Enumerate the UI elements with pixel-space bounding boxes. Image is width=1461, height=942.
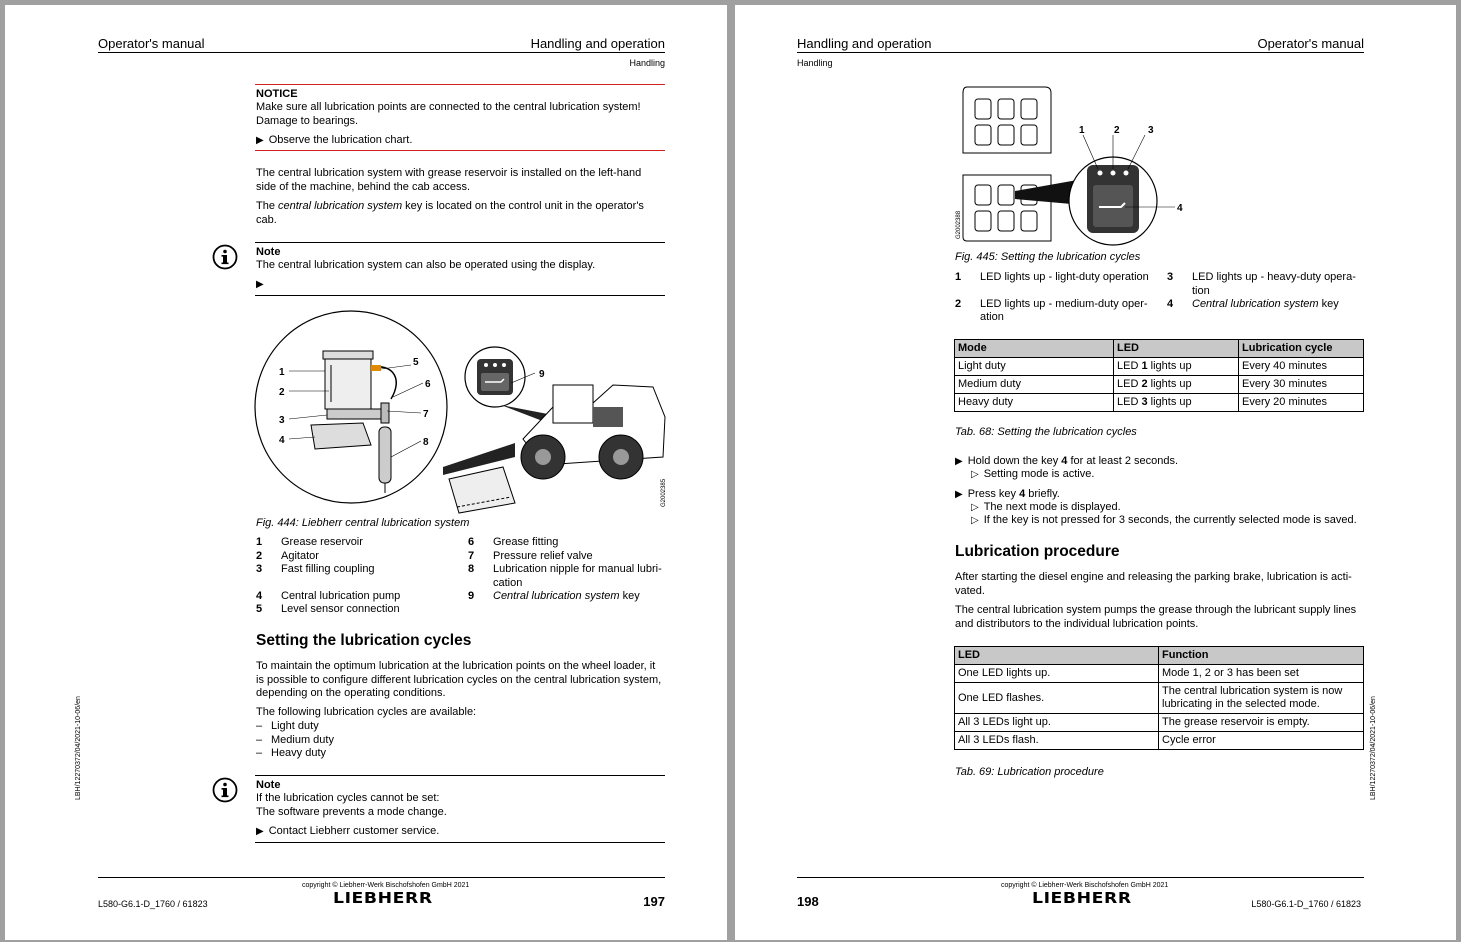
lubrication-procedure-table bbox=[954, 646, 1364, 750]
footer-rule bbox=[98, 877, 665, 878]
table-cell: Medium duty bbox=[955, 376, 1114, 394]
section-title: Lubrication procedure bbox=[955, 543, 1120, 560]
sub-header: Handling bbox=[797, 58, 833, 68]
figure-caption: Fig. 445: Setting the lubrication cycles bbox=[955, 251, 1141, 263]
table-header-row bbox=[955, 340, 1364, 358]
note-top-rule bbox=[255, 775, 665, 776]
figure-callout-7: 7 bbox=[423, 409, 429, 420]
result-arrow-icon: ▷ bbox=[971, 515, 979, 526]
header-right: Operator's manual bbox=[1257, 36, 1364, 51]
cycle-list bbox=[256, 720, 334, 761]
table-row bbox=[955, 683, 1364, 714]
page-number: 198 bbox=[797, 894, 819, 909]
figure-callout-6: 6 bbox=[425, 379, 431, 390]
note-text: The central lubrication system can also be operated using the display. bbox=[256, 259, 596, 271]
table-header-row bbox=[955, 647, 1364, 665]
liebherr-logo: LIEBHERR bbox=[333, 889, 433, 907]
result-arrow-icon: ▷ bbox=[971, 469, 979, 480]
sub-header: Handling bbox=[629, 58, 665, 68]
legend-item: 6 Grease fitting bbox=[468, 536, 559, 548]
table-cell: LED 3 lights up bbox=[1114, 394, 1239, 412]
figure-callout-5: 5 bbox=[413, 357, 419, 368]
info-icon bbox=[212, 777, 238, 803]
liebherr-logo: LIEBHERR bbox=[1032, 889, 1132, 907]
table-row bbox=[955, 714, 1364, 732]
table-cell: Mode 1, 2 or 3 has been set bbox=[1159, 665, 1364, 683]
figure-callout-2: 2 bbox=[279, 387, 285, 398]
table-header: LED bbox=[1114, 340, 1239, 358]
notice-action bbox=[256, 134, 412, 148]
note-action bbox=[256, 278, 269, 292]
lubrication-cycles-table bbox=[954, 339, 1364, 412]
legend-item: 4 Central lubrication system key bbox=[1167, 298, 1339, 310]
note-bottom-rule bbox=[255, 295, 665, 296]
table-cell: One LED flashes. bbox=[955, 683, 1159, 714]
right-page bbox=[735, 5, 1456, 940]
table-row bbox=[955, 394, 1364, 412]
note-top-rule bbox=[255, 242, 665, 243]
table-row bbox=[955, 732, 1364, 750]
legend-item: 4 Central lubrication pump bbox=[256, 589, 401, 602]
para-2: The central lubrication system key is located on the control unit in the operator's cab. bbox=[256, 200, 644, 226]
table-caption: Tab. 68: Setting the lubrication cycles bbox=[955, 426, 1137, 438]
header-left: Operator's manual bbox=[98, 36, 205, 51]
legend-item: 3 Fast filling coupling bbox=[256, 563, 375, 575]
figure-callout-9: 9 bbox=[539, 369, 545, 380]
para-2: The central lubrication system pumps the grease through the lubricant supply lines and distributors to the individual lubrication points. bbox=[955, 604, 1357, 630]
table-cell: Heavy duty bbox=[955, 394, 1114, 412]
notice-text-2: Damage to bearings. bbox=[256, 115, 359, 127]
header-rule bbox=[98, 52, 665, 53]
result-arrow-icon: ▷ bbox=[971, 502, 979, 513]
notice-top-rule bbox=[255, 84, 665, 85]
table-cell: LED 2 lights up bbox=[1114, 376, 1239, 394]
info-icon bbox=[212, 244, 238, 270]
step-2-result-2: ▷ If the key is not pressed for 3 seconds, the currently selected mode is saved. bbox=[971, 514, 1357, 526]
legend-item: 5 Level sensor connection bbox=[256, 603, 400, 615]
table-cell: The central lubrication system is now lubricating in the selected mode. bbox=[1159, 683, 1364, 714]
section-title: Setting the lubrication cycles bbox=[256, 632, 472, 649]
legend-item: 8 Lubrication nipple for manual lubri- cation bbox=[468, 563, 662, 589]
figure-caption: Fig. 444: Liebherr central lubrication system bbox=[256, 517, 470, 529]
para-1: After starting the diesel engine and releasing the parking brake, lubrication is acti- vated. bbox=[955, 571, 1352, 597]
notice-text: Make sure all lubrication points are connected to the central lubrication system! bbox=[256, 101, 641, 113]
lubrication-system-figure bbox=[253, 307, 673, 517]
figure-legend-col-2 bbox=[1167, 271, 1367, 312]
page-number: 197 bbox=[643, 894, 665, 909]
table-cell: The grease reservoir is empty. bbox=[1159, 714, 1364, 732]
arrow-right-icon: ▶ bbox=[256, 826, 264, 837]
para-3: To maintain the optimum lubrication at the lubrication points on the wheel loader, it is possible to configure different lubrication cycles on the central lubrication system, depending on the operating conditions. bbox=[256, 660, 662, 699]
table-header: Function bbox=[1159, 647, 1364, 665]
step-2: ▶ Press key 4 briefly. bbox=[955, 488, 1060, 500]
legend-item: 9 Central lubrication system key bbox=[468, 590, 640, 602]
figure-callout-8: 8 bbox=[423, 437, 429, 448]
figure-code: G2002385 bbox=[661, 478, 667, 507]
table-cell: Every 20 minutes bbox=[1239, 394, 1364, 412]
figure-callout-1: 1 bbox=[279, 367, 285, 378]
step-1-result: ▷ Setting mode is active. bbox=[971, 468, 1095, 480]
notice-action-text: Observe the lubrication chart. bbox=[268, 134, 413, 146]
note-text-2: The software prevents a mode change. bbox=[256, 806, 447, 818]
figure-callout-4: 4 bbox=[1177, 203, 1183, 214]
arrow-right-icon: ▶ bbox=[256, 279, 264, 290]
control-unit-figure bbox=[953, 83, 1193, 248]
table-cell: LED 1 lights up bbox=[1114, 358, 1239, 376]
figure-legend-col-2 bbox=[468, 536, 678, 604]
table-row bbox=[955, 358, 1364, 376]
notice-bottom-rule bbox=[255, 150, 665, 151]
table-caption: Tab. 69: Lubrication procedure bbox=[955, 766, 1104, 778]
step-1: ▶ Hold down the key 4 for at least 2 seconds. bbox=[955, 455, 1179, 467]
figure-callout-1: 1 bbox=[1079, 125, 1085, 136]
table-header: LED bbox=[955, 647, 1159, 665]
figure-callout-4: 4 bbox=[279, 435, 285, 446]
legend-item: 2 Agitator bbox=[256, 549, 319, 562]
legend-item: 7 Pressure relief valve bbox=[468, 549, 593, 562]
table-header: Lubrication cycle bbox=[1239, 340, 1364, 358]
legend-item: 3 LED lights up - heavy-duty opera- tion bbox=[1167, 271, 1356, 297]
arrow-right-icon: ▶ bbox=[955, 456, 963, 467]
arrow-right-icon: ▶ bbox=[955, 489, 963, 500]
step-2-result: ▷ The next mode is displayed. bbox=[971, 501, 1121, 513]
figure-legend-col-1 bbox=[256, 536, 456, 617]
table-row bbox=[955, 665, 1364, 683]
figure-callout-3: 3 bbox=[1148, 125, 1154, 136]
note-action: ▶ Contact Liebherr customer service. bbox=[256, 825, 440, 837]
footer-rule bbox=[797, 877, 1364, 878]
arrow-right-icon: ▶ bbox=[256, 135, 264, 146]
figure-code: G2002388 bbox=[956, 210, 962, 239]
table-cell: One LED lights up. bbox=[955, 665, 1159, 683]
side-document-id: LBH/12270372/04/2021-10-06/en bbox=[75, 696, 82, 800]
figure-legend-col-1 bbox=[955, 271, 1160, 325]
para-4: The following lubrication cycles are available: bbox=[256, 706, 477, 718]
table-cell: Every 40 minutes bbox=[1239, 358, 1364, 376]
header-rule bbox=[797, 52, 1364, 53]
list-item: – Light duty bbox=[256, 720, 319, 732]
header-left: Handling and operation bbox=[797, 36, 932, 51]
legend-item: 2 LED lights up - medium-duty oper- ation bbox=[955, 297, 1148, 323]
table-row bbox=[955, 376, 1364, 394]
note-title: Note bbox=[256, 246, 281, 258]
table-cell: Every 30 minutes bbox=[1239, 376, 1364, 394]
footer-copyright: copyright © Liebherr-Werk Bischofshofen GmbH 2021 bbox=[1001, 882, 1169, 889]
figure-callout-3: 3 bbox=[279, 415, 285, 426]
table-cell: All 3 LEDs flash. bbox=[955, 732, 1159, 750]
table-cell: All 3 LEDs light up. bbox=[955, 714, 1159, 732]
note-text: If the lubrication cycles cannot be set: bbox=[256, 792, 440, 804]
legend-item: 1 LED lights up - light-duty operation bbox=[955, 271, 1149, 283]
figure-callout-2: 2 bbox=[1114, 125, 1120, 136]
notice-title: NOTICE bbox=[256, 88, 298, 100]
note-bottom-rule bbox=[255, 842, 665, 843]
left-page bbox=[5, 5, 727, 940]
table-header: Mode bbox=[955, 340, 1114, 358]
legend-item: 1 Grease reservoir bbox=[256, 536, 363, 548]
footer-doc-number: L580-G6.1-D_1760 / 61823 bbox=[98, 899, 208, 909]
list-item: – Medium duty bbox=[256, 733, 334, 746]
para-1: The central lubrication system with grease reservoir is installed on the left-hand side of the machine, behind the cab access. bbox=[256, 167, 642, 193]
table-cell: Light duty bbox=[955, 358, 1114, 376]
note-title: Note bbox=[256, 779, 281, 791]
footer-copyright: copyright © Liebherr-Werk Bischofshofen GmbH 2021 bbox=[302, 882, 470, 889]
footer-doc-number: L580-G6.1-D_1760 / 61823 bbox=[1251, 899, 1361, 909]
list-item: – Heavy duty bbox=[256, 747, 327, 759]
table-cell: Cycle error bbox=[1159, 732, 1364, 750]
side-document-id: LBH/12270372/04/2021-10-06/en bbox=[1370, 696, 1377, 800]
header-right: Handling and operation bbox=[530, 36, 665, 51]
